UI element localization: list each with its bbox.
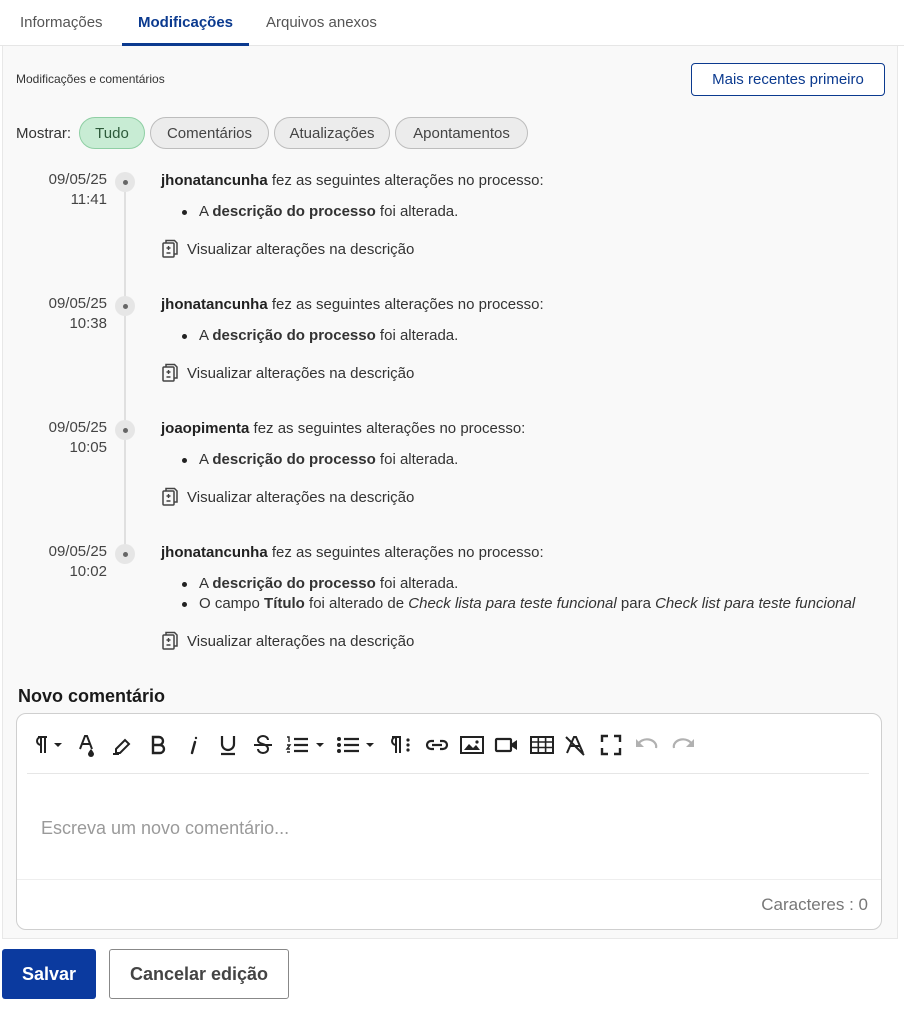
view-link-label: Visualizar alterações na descrição — [187, 240, 415, 258]
change-item — [161, 450, 458, 470]
entry-user: jhonatancunha — [161, 544, 268, 561]
undo-icon[interactable] — [634, 733, 660, 757]
table-icon[interactable] — [529, 733, 555, 757]
entry-date: 09/05/25 — [48, 295, 107, 312]
strikethrough-icon[interactable] — [252, 733, 274, 757]
entry-user: jhonatancunha — [161, 296, 268, 313]
change-suffix: foi alterada. — [375, 327, 459, 344]
timeline-dot — [115, 296, 135, 316]
change-suffix: foi alterada. — [375, 203, 459, 220]
entry-headline — [161, 296, 544, 313]
fullscreen-icon[interactable] — [599, 733, 623, 757]
change-suffix: foi alterada. — [375, 451, 459, 468]
entry-headline — [161, 172, 544, 189]
change-field: descrição do processo — [212, 203, 376, 220]
entry-time: 10:38 — [69, 315, 107, 332]
paragraph-style-icon[interactable] — [389, 733, 415, 757]
image-icon[interactable] — [459, 733, 485, 757]
change-item — [161, 202, 458, 222]
tab-modificacoes[interactable]: Modificações — [138, 14, 234, 31]
change-field: descrição do processo — [212, 575, 376, 592]
change-mid: foi alterado de — [304, 595, 409, 612]
document-compare-icon — [161, 239, 179, 259]
change-prefix: A — [199, 575, 213, 592]
redo-icon[interactable] — [670, 733, 696, 757]
filter-chip-tudo[interactable]: Tudo — [79, 117, 145, 149]
change-field: descrição do processo — [212, 327, 376, 344]
comment-editor — [16, 713, 882, 930]
italic-icon[interactable] — [183, 733, 205, 757]
highlight-icon[interactable] — [111, 733, 135, 757]
entry-time: 11:41 — [70, 191, 107, 208]
tab-informacoes[interactable]: Informações — [20, 14, 103, 31]
video-icon[interactable] — [494, 733, 520, 757]
modifications-panel — [2, 46, 898, 939]
change-list — [161, 202, 458, 222]
filter-chip-apontamentos[interactable]: Apontamentos — [395, 117, 528, 149]
save-button[interactable]: Salvar — [2, 949, 96, 999]
change-old-value: Check lista para teste funcional — [408, 595, 617, 612]
change-item — [161, 594, 855, 614]
entry-timestamp — [23, 418, 107, 458]
entry-action: fez as seguintes alterações no processo: — [249, 420, 526, 437]
font-color-icon[interactable] — [75, 733, 99, 757]
timeline-dot — [115, 172, 135, 192]
timeline-dot — [115, 420, 135, 440]
change-item — [161, 326, 458, 346]
document-compare-icon — [161, 487, 179, 507]
change-prefix: A — [199, 203, 213, 220]
entry-headline — [161, 420, 525, 437]
change-new-value: Check list para teste funcional — [655, 595, 856, 612]
change-list — [161, 326, 458, 346]
filter-chip-comentarios[interactable]: Comentários — [150, 117, 269, 149]
underline-icon[interactable] — [217, 733, 239, 757]
change-list — [161, 450, 458, 470]
document-compare-icon — [161, 363, 179, 383]
change-item — [161, 574, 855, 594]
bold-icon[interactable] — [147, 733, 169, 757]
entry-date: 09/05/25 — [48, 171, 107, 188]
link-icon[interactable] — [424, 733, 450, 757]
paragraph-format-icon[interactable] — [29, 733, 65, 757]
entry-timestamp — [23, 170, 107, 210]
entry-timestamp — [23, 542, 107, 582]
entry-user: jhonatancunha — [161, 172, 268, 189]
timeline-line — [124, 182, 126, 556]
view-description-changes-link[interactable] — [161, 631, 414, 651]
view-link-label: Visualizar alterações na descrição — [187, 488, 415, 506]
character-count: Caracteres : 0 — [761, 895, 868, 914]
view-description-changes-link[interactable] — [161, 363, 414, 383]
change-field: descrição do processo — [212, 451, 376, 468]
change-between: para — [616, 595, 656, 612]
change-prefix: A — [199, 451, 213, 468]
view-link-label: Visualizar alterações na descrição — [187, 632, 415, 650]
filter-chip-atualizacoes[interactable]: Atualizações — [274, 117, 390, 149]
section-title: Modificações e comentários — [16, 72, 165, 86]
entry-user: joaopimenta — [161, 420, 250, 437]
tab-arquivos-anexos[interactable]: Arquivos anexos — [266, 14, 377, 31]
editor-footer-divider — [17, 879, 881, 880]
document-compare-icon — [161, 631, 179, 651]
clear-format-icon[interactable] — [564, 733, 588, 757]
sort-order-button[interactable]: Mais recentes primeiro — [691, 63, 885, 96]
filter-label: Mostrar: — [16, 125, 72, 142]
view-description-changes-link[interactable] — [161, 487, 414, 507]
tab-bar — [0, 0, 904, 46]
cancel-edit-button[interactable]: Cancelar edição — [109, 949, 289, 999]
change-list — [161, 574, 855, 614]
entry-action: fez as seguintes alterações no processo: — [267, 172, 544, 189]
change-suffix: foi alterada. — [375, 575, 459, 592]
view-description-changes-link[interactable] — [161, 239, 414, 259]
change-field: Título — [264, 595, 305, 612]
entry-date: 09/05/25 — [48, 543, 107, 560]
timeline-dot — [115, 544, 135, 564]
new-comment-title: Novo comentário — [18, 686, 166, 706]
view-link-label: Visualizar alterações na descrição — [187, 364, 415, 382]
unordered-list-icon[interactable] — [335, 733, 379, 757]
change-prefix: O campo — [199, 595, 265, 612]
comment-input[interactable]: Escreva um novo comentário... — [41, 818, 290, 838]
ordered-list-icon[interactable] — [285, 733, 329, 757]
entry-time: 10:02 — [69, 563, 107, 580]
editor-toolbar — [27, 728, 869, 774]
entry-headline — [161, 544, 544, 561]
entry-date: 09/05/25 — [48, 419, 107, 436]
entry-timestamp — [23, 294, 107, 334]
entry-action: fez as seguintes alterações no processo: — [267, 296, 544, 313]
entry-time: 10:05 — [69, 439, 107, 456]
entry-action: fez as seguintes alterações no processo: — [267, 544, 544, 561]
change-prefix: A — [199, 327, 213, 344]
